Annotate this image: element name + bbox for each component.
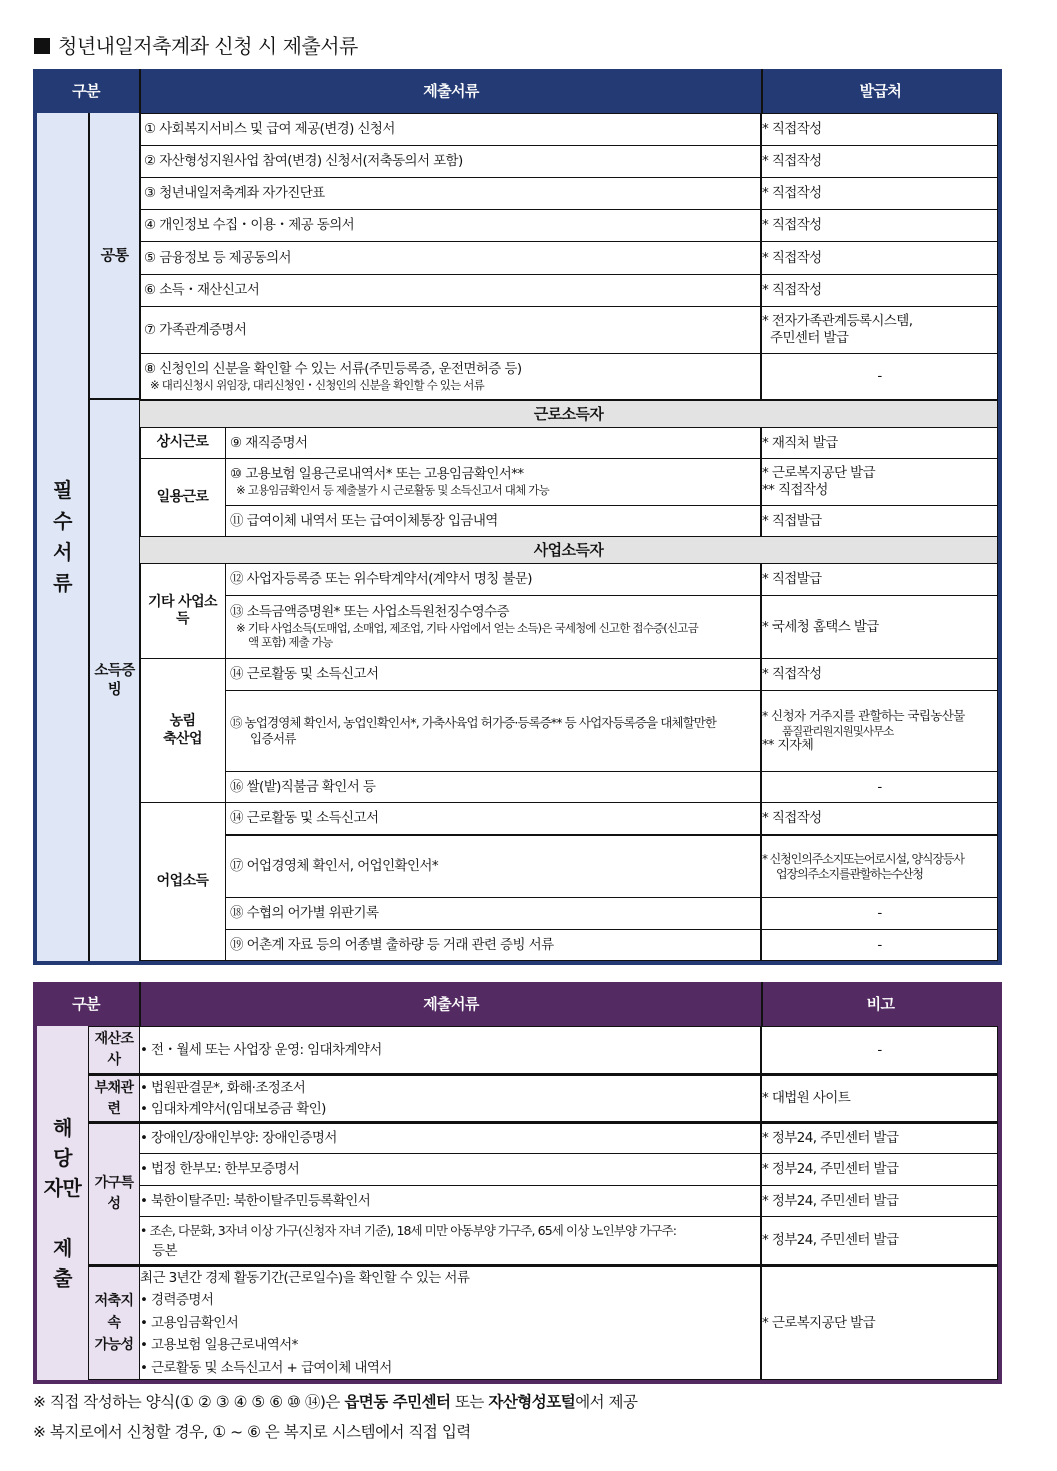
header-documents: 제출서류 [139, 69, 761, 113]
conditional-documents-table [33, 982, 1002, 1384]
issuer-row-14-agri: * 직접작성 [761, 658, 998, 691]
remark-asset-survey: - [761, 1026, 998, 1074]
doc-asset-survey: • 전・월세 또는 사업장 운영: 임대차계약서 [139, 1026, 761, 1074]
doc-row-17: ⑰ 어업경영체 확인서, 어업인확인서* [225, 834, 761, 898]
issuer-row-13: * 국세청 홈택스 발급 [761, 595, 998, 659]
doc-row-14-fish: ⑭ 근로활동 및 소득신고서 [225, 802, 761, 835]
header-category: 구분 [33, 69, 139, 113]
page-title: 청년내일저축계좌 신청 시 제출서류 [34, 30, 358, 59]
issuer-row-7: * 전자가족관계등록시스템, 주민센터 발급 [761, 306, 998, 354]
doc-row-9: ⑨ 재직증명서 [225, 427, 761, 459]
remark-debt: * 대법원 사이트 [761, 1073, 998, 1122]
issuer-row-5: * 직접작성 [761, 241, 998, 275]
issuer-row-12: * 직접발급 [761, 563, 998, 596]
doc-row-5: ⑤ 금융정보 등 제공동의서 [139, 241, 761, 275]
required-documents-table [33, 69, 1002, 965]
remark-household-4: * 정부24, 주민센터 발급 [761, 1216, 998, 1265]
doc-row-7: ⑦ 가족관계증명서 [139, 306, 761, 354]
doc-row-18: ⑱ 수협의 어가별 위판기록 [225, 897, 761, 930]
issuer-row-19: - [761, 929, 998, 961]
header-documents: 제출서류 [139, 982, 761, 1026]
doc-row-19: ⑲ 어촌계 자료 등의 어종별 출하량 등 거래 관련 증빙 서류 [225, 929, 761, 961]
doc-row-13: ⑬ 소득금액증명원* 또는 사업소득원천징수영수증 ※ 기타 사업소득(도매업, 소매업, 제조업, 기타 사업에서 얻는 소득)은 국세청에 신고한 접수증(신고금 액 포함) 제출 가능 [225, 595, 761, 659]
remark-household-3: * 정부24, 주민센터 발급 [761, 1185, 998, 1217]
section-label-required: 필 수 서 류 [37, 113, 88, 961]
remark-household-1: * 정부24, 주민센터 발급 [761, 1121, 998, 1154]
issuer-row-1: * 직접작성 [761, 113, 998, 146]
doc-household-1: • 장애인/장애인부양: 장애인증명서 [139, 1121, 761, 1154]
doc-row-12: ⑫ 사업자등록증 또는 위수탁계약서(계약서 명칭 불문) [225, 563, 761, 596]
header-remarks: 비고 [761, 982, 998, 1026]
doc-row-15: ⑮ 농업경영체 확인서, 농업인확인서*, 가축사육업 허가증·등록증** 등 사업자등록증을 대체할만한 입증서류 [225, 690, 761, 772]
issuer-row-3: * 직접작성 [761, 177, 998, 210]
subheader-business-earner: 사업소득자 [139, 536, 998, 564]
issuer-row-8: - [761, 353, 998, 400]
remark-savings-sustainability: * 근로복지공단 발급 [761, 1264, 998, 1380]
label-daily-work: 일용근로 [139, 458, 226, 537]
square-bullet-icon [34, 38, 50, 54]
label-agriculture: 농림 축산업 [139, 658, 226, 803]
doc-row-8: ⑧ 신청인의 신분을 확인할 수 있는 서류(주민등록증, 운전면허증 등) ※ 대리신청시 위임장, 대리신청인・신청인의 신분을 확인할 수 있는 서류 [139, 353, 761, 400]
issuer-row-2: * 직접작성 [761, 145, 998, 178]
group-label-income-proof: 소득증 빙 [88, 400, 139, 961]
doc-row-1: ① 사회복지서비스 및 급여 제공(변경) 신청서 [139, 113, 761, 146]
header-issuer: 발급처 [761, 69, 998, 113]
issuer-row-10: * 근로복지공단 발급 ** 직접작성 [761, 458, 998, 506]
doc-row-16: ⑯ 쌀(밭)직불금 확인서 등 [225, 771, 761, 803]
label-savings-sustainability: 저축지 속 가능성 [88, 1264, 140, 1380]
doc-row-6: ⑥ 소득・재산신고서 [139, 274, 761, 307]
label-regular-work: 상시근로 [139, 427, 226, 459]
issuer-row-15: * 신청자 거주지를 관할하는 국립농산물 품질관리원지원및사무소 ** 지자체 [761, 690, 998, 772]
issuer-row-11: * 직접발급 [761, 505, 998, 537]
doc-row-3: ③ 청년내일저축계좌 자가진단표 [139, 177, 761, 210]
doc-savings-sustainability: 최근 3년간 경제 활동기간(근로일수)을 확인할 수 있는 서류 • 경력증명서 • 고용임금확인서 • 고용보험 일용근로내역서* • 근로활동 및 소득신고서 + 급여이체 내역서 [139, 1264, 761, 1380]
doc-household-4: • 조손, 다문화, 3자녀 이상 가구(신청자 자녀 기준), 18세 미만 아동부양 가구주, 65세 이상 노인부양 가구주: 등본 [139, 1216, 761, 1265]
label-fishery: 어업소득 [139, 802, 226, 961]
issuer-row-16: - [761, 771, 998, 803]
doc-row-4: ④ 개인정보 수집・이용・제공 동의서 [139, 209, 761, 242]
footnote-bokjiro: ※ 복지로에서 신청할 경우, ① ~ ⑥ 은 복지로 시스템에서 직접 입력 [33, 1423, 471, 1441]
doc-household-3: • 북한이탈주민: 북한이탈주민등록확인서 [139, 1185, 761, 1217]
issuer-row-18: - [761, 897, 998, 930]
remark-household-2: * 정부24, 주민센터 발급 [761, 1153, 998, 1186]
doc-row-11: ⑪ 급여이체 내역서 또는 급여이체통장 입금내역 [225, 505, 761, 537]
doc-household-2: • 법정 한부모: 한부모증명서 [139, 1153, 761, 1186]
header-category: 구분 [33, 982, 139, 1026]
group-label-common: 공통 [88, 113, 139, 400]
doc-row-14-agri: ⑭ 근로활동 및 소득신고서 [225, 658, 761, 691]
section-label-conditional: 해 당 자만 제 출 [37, 1026, 88, 1380]
doc-row-2: ② 자산형성지원사업 참여(변경) 신청서(저축동의서 포함) [139, 145, 761, 178]
issuer-row-9: * 재직처 발급 [761, 427, 998, 459]
label-debt: 부채관 련 [88, 1073, 140, 1122]
doc-row-10: ⑩ 고용보험 일용근로내역서* 또는 고용임금확인서** ※ 고용임금확인서 등 제출불가 시 근로활동 및 소득신고서 대체 가능 [225, 458, 761, 506]
issuer-row-6: * 직접작성 [761, 274, 998, 307]
label-asset-survey: 재산조 사 [88, 1026, 140, 1074]
issuer-row-4: * 직접작성 [761, 209, 998, 242]
subheader-wage-earner: 근로소득자 [139, 400, 998, 428]
footnote-direct-forms: ※ 직접 작성하는 양식(① ② ③ ④ ⑤ ⑥ ⑩ ⑭)은 읍면동 주민센터 또는 자산형성포털에서 제공 [33, 1393, 638, 1411]
label-household: 가구특 성 [88, 1121, 140, 1265]
doc-debt: • 법원판결문*, 화해·조정조서 • 임대차계약서(임대보증금 확인) [139, 1073, 761, 1122]
issuer-row-14-fish: * 직접작성 [761, 802, 998, 835]
issuer-row-17: * 신청인의주소지또는어로시설, 양식장등사 업장의주소지를관할하는수산청 [761, 834, 998, 898]
label-other-business: 기타 사업소 득 [139, 563, 226, 659]
